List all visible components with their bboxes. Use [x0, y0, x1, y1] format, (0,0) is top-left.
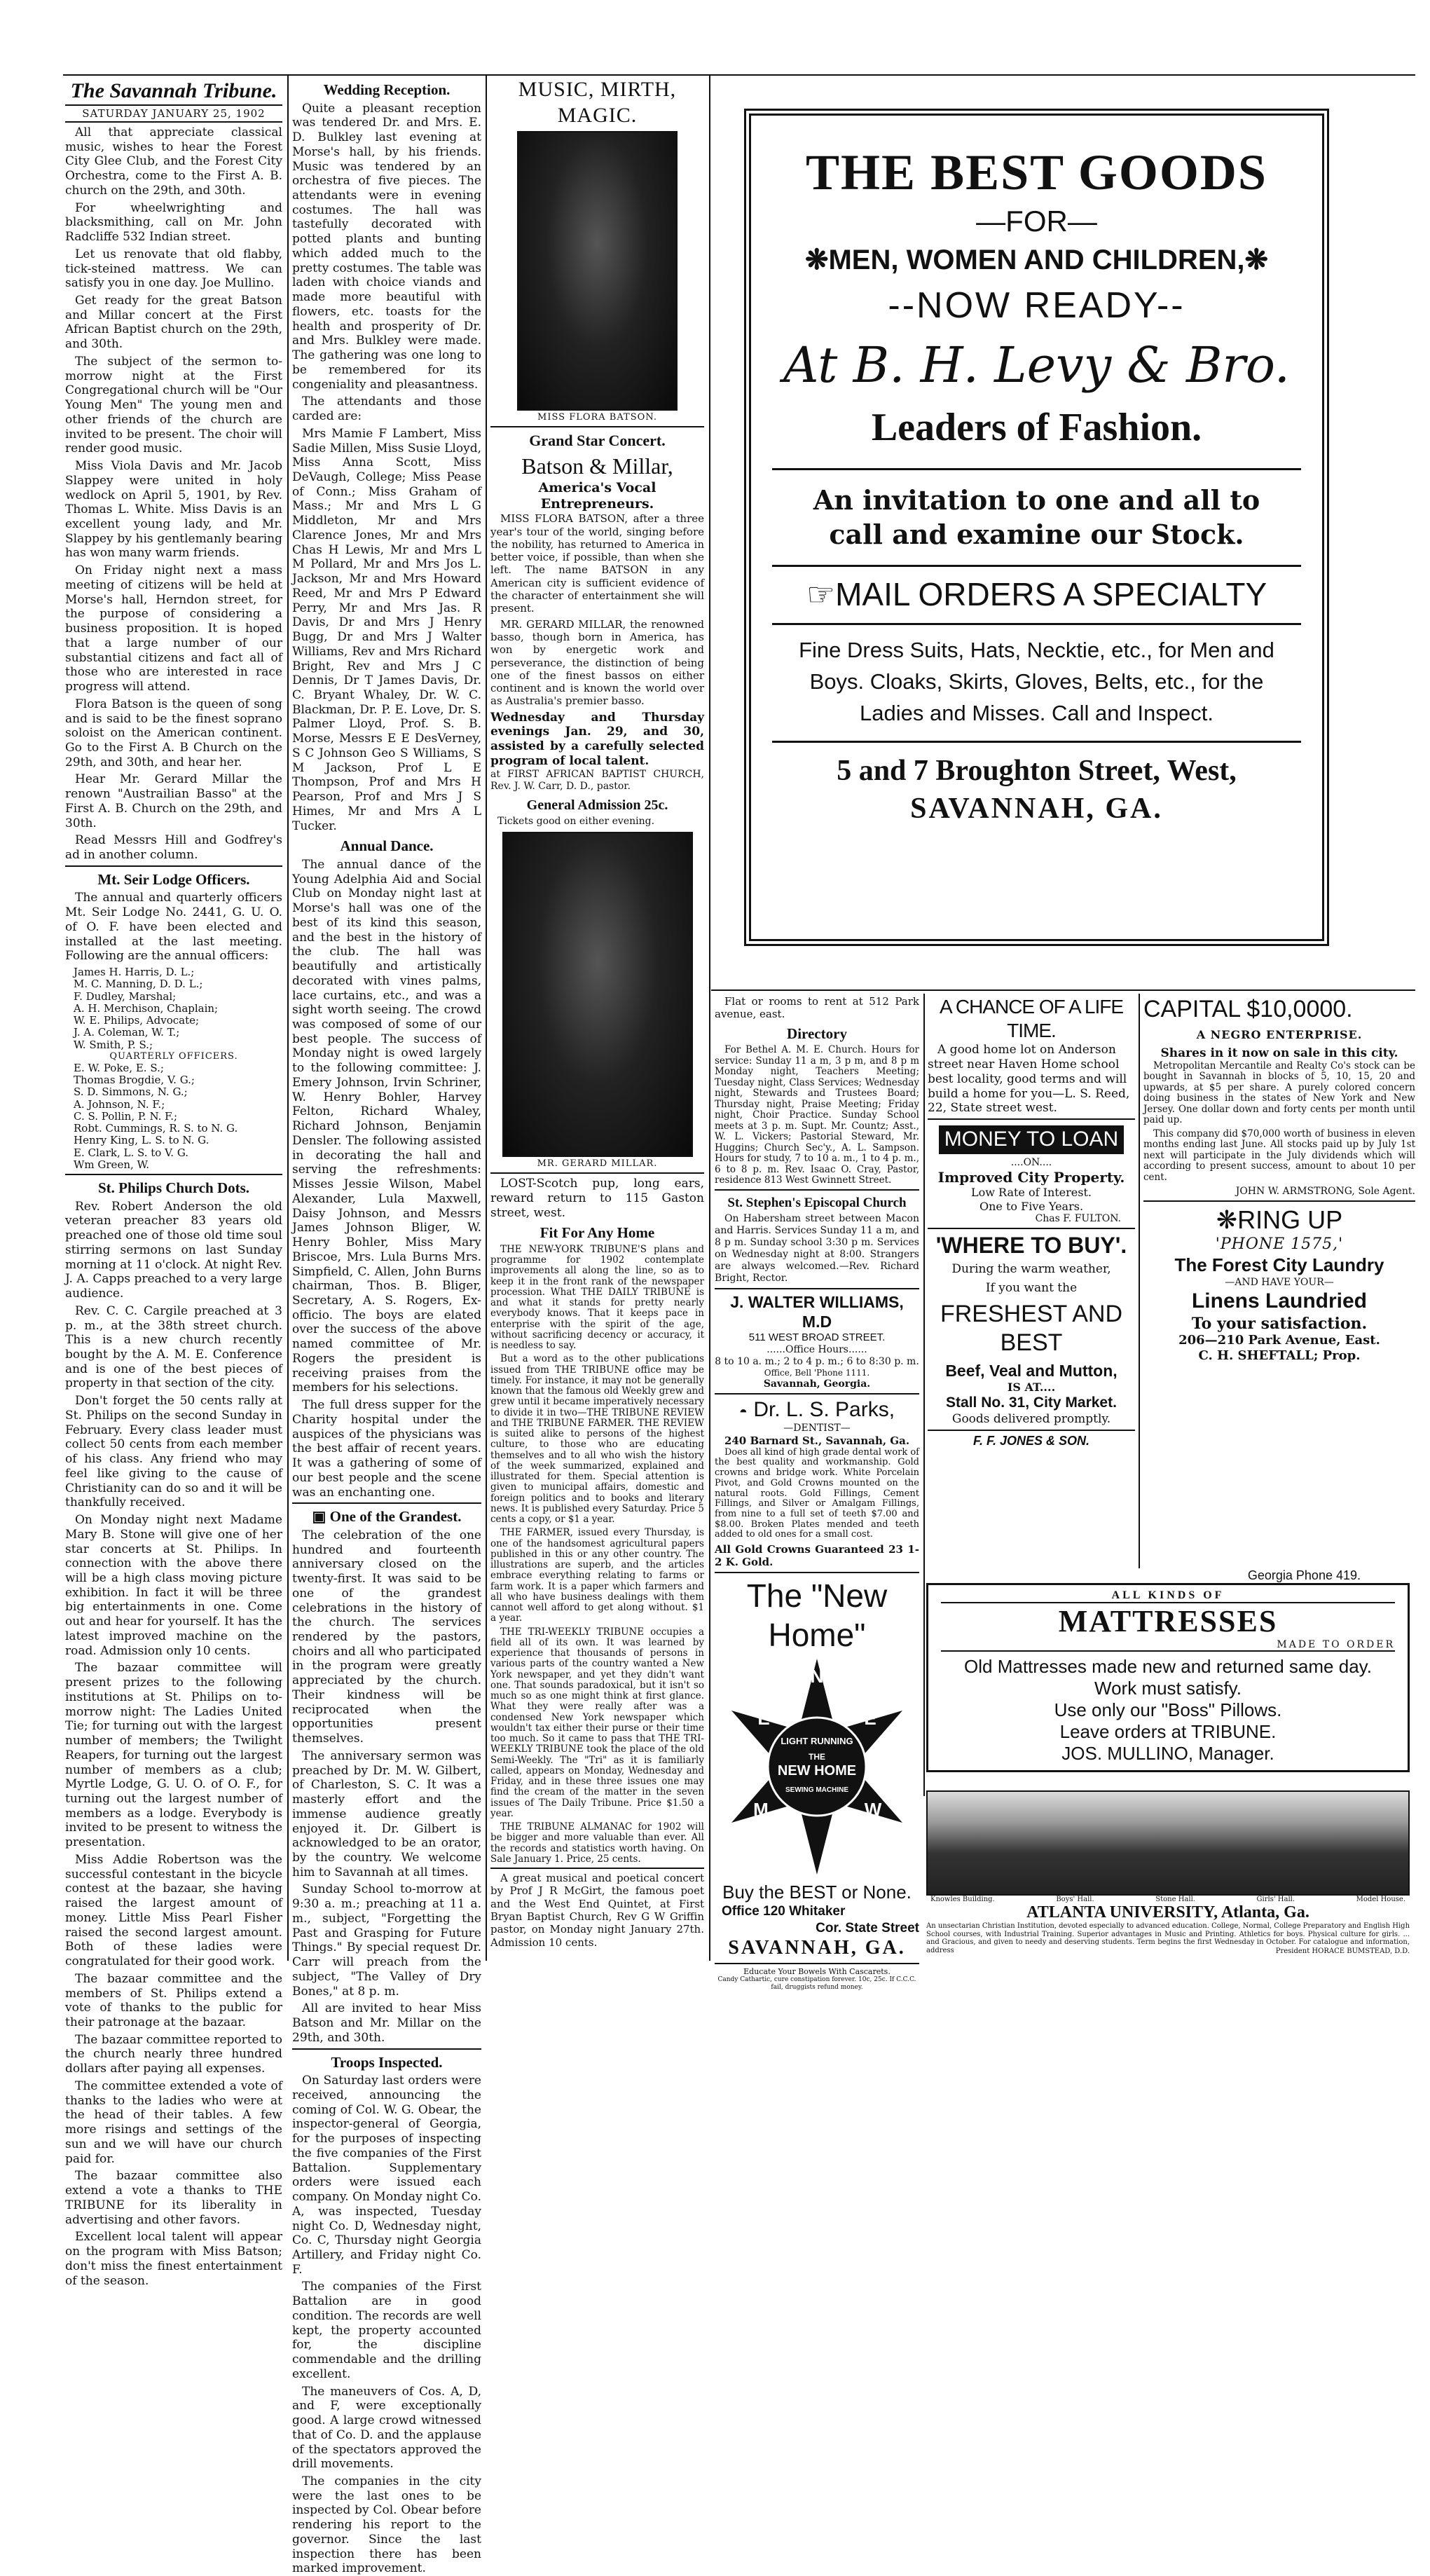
stall: Stall No. 31, City Market. [946, 1395, 1117, 1411]
troops-heading: Troops Inspected. [331, 2053, 443, 2071]
levy-audience: ❋MEN, WOMEN AND CHILDREN,❋ [804, 245, 1269, 275]
news-paragraph: The bazaar committee and the members of St. Philips extend a vote of thanks to the public for their patronage at the bazaar. [65, 1971, 282, 2030]
levy-address: 5 and 7 Broughton Street, West, [837, 754, 1237, 787]
freshest: FRESHEST AND BEST [940, 1300, 1123, 1357]
jones: F. F. JONES & SON. [972, 1433, 1090, 1448]
news-paragraph: All are invited to hear Miss Batson and Mr. Millar on the 29th, and 30th. [292, 2001, 481, 2045]
divider [772, 741, 1301, 743]
news-paragraph: For wheelwrighting and blacksmithing, call on Mr. John Radcliffe 532 Indian street. [65, 200, 282, 245]
column-2 [292, 77, 481, 2576]
grandest-heading: ▣ One of the Grandest. [312, 1508, 462, 1526]
officer-line: E. W. Poke, E. S.; [74, 1061, 164, 1074]
divider [715, 1572, 919, 1573]
is-at: IS AT.... [1007, 1380, 1056, 1394]
lost-notice: LOST-Scotch pup, long ears, reward return to 115 Gaston street, west. [490, 1177, 704, 1220]
masthead [65, 78, 282, 106]
atlanta-ad [926, 1790, 1410, 1959]
tickets: Tickets good on either evening. [497, 816, 655, 828]
money-years: One to Five Years. [979, 1199, 1084, 1213]
music-headline: MUSIC, MIRTH, MAGIC. [518, 78, 677, 127]
news-paragraph: Read Messrs Hill and Godfrey's ad in another column. [65, 833, 282, 863]
where-sub: During the warm weather, [951, 1262, 1111, 1277]
divider [490, 1172, 704, 1174]
officer-line: A. Johnson, N. F.; [74, 1097, 165, 1111]
mattress-phone: Georgia Phone 419. [1247, 1568, 1361, 1582]
tribune-article [490, 1245, 704, 1865]
grandest-article [292, 1528, 481, 2046]
flora-batson-photo [517, 131, 678, 411]
wedding-heading: Wedding Reception. [323, 81, 451, 98]
divider [292, 2048, 481, 2050]
levy-best-goods: THE BEST GOODS [806, 144, 1267, 200]
officer-line: Thomas Brogdie, V. G.; [74, 1074, 195, 1087]
news-paragraph: The bazaar committee will present prizes to the following institutions at St. Philips on to-morrow night: The Ladies United Tie; for turning out with the largest number of members; the Twilight Reapers, for turning out the largest number of members as a club; Myrtle Lodge, G. U. O. of O. F., for turning out the largest number of members as a lodge. Everybody is invited to be present to witness the presentation. [65, 1661, 282, 1850]
divider [65, 865, 282, 867]
mattress-line2: Use only our "Boss" Pillows. [1054, 1699, 1282, 1721]
mattress-kinds: ALL KINDS OF [941, 1589, 1395, 1603]
mattress-line4: JOS. MULLINO, Manager. [1061, 1743, 1274, 1765]
divider [928, 1430, 1135, 1431]
cascarets-line1: Educate Your Bowels With Cascarets. [743, 1966, 891, 1976]
checkbox-icon: ▣ [312, 1508, 330, 1526]
new-home-cor: Cor. State Street [816, 1920, 919, 1936]
levy-now-ready: --NOW READY-- [888, 285, 1185, 326]
ornament-icon: ❋ [804, 245, 829, 275]
news-paragraph: Rev. C. C. Cargile preached at 3 p. m., at the 38th street church. This is a new church recently bought by the A. M. E. Conference and is one of the best pieces of property in that section of the city. [65, 1303, 282, 1391]
news-paragraph: Get ready for the great Batson and Millar concert at the First African Baptist church on the 29th, and 30th. [65, 293, 282, 352]
news-paragraph: The maneuvers of Cos. A, D, and F, were exceptionally good. A large crowd witnessed that of Co. D. and the applause of the spectators approved the drill movements. [292, 2384, 481, 2472]
news-paragraph: The anniversary sermon was preached by Dr. M. W. Gilbert, of Charleston, S. C. It was a masterly effort and the immense audience greatly enjoyed it. Dr. Gilbert is acknowledged to be an orator, by the country. We welcome him to Savannah at all times. [292, 1748, 481, 1879]
building-label: Boys' Hall. [1056, 1896, 1094, 1903]
gerard-millar-photo [502, 832, 693, 1157]
mattress-ad [926, 1568, 1410, 1786]
mattress-order: MADE TO ORDER [941, 1639, 1395, 1652]
parks-body: Does all kind of high grade dental work of the best quality and workmanship. Gold crowns and bridge work. White Porcelain Pivot, and Gold Crowns mounted on the natural roots. Gold Fillings, Cement Fillings, and Silver or Amalgam Fillings, from nine to a full set of teeth $7.00 and $8.00. Broken Plates mended and teeth added to old ones for a small cost. [715, 1446, 919, 1540]
cascarets-line2: Candy Cathartic, cure constipation forever. 10c, 25c. If C.C.C. fail, druggists refund money. [717, 1976, 916, 1992]
atlanta-heading: ATLANTA UNIVERSITY, Atlanta, Ga. [1026, 1903, 1309, 1921]
column-1 [65, 78, 282, 2288]
lodge-heading: Mt. Seir Lodge Officers. [97, 870, 250, 888]
levy-mail-orders: ☞MAIL ORDERS A SPECIALTY [806, 575, 1267, 612]
building-label: Model House. [1356, 1896, 1405, 1903]
star-letter: O [785, 1839, 801, 1861]
news-paragraph: Hear Mr. Gerard Millar the renown "Austrailian Basso" at the First A. B. Church on the 29th, and 30th. [65, 772, 282, 830]
star-letter: H [834, 1839, 848, 1861]
right-middle-ads [928, 995, 1135, 1556]
logo-text: THE [809, 1751, 825, 1762]
divider [772, 623, 1301, 625]
column-rule [923, 994, 925, 1796]
news-paragraph: Sunday School to-morrow at 9:30 a. m.; preaching at 11 a. m., subject, "Forgetting the Past and Grasping for Future Things." By special request Dr. Carr will preach from the subject, "The Valley of Dry Bones," at 8 p. m. [292, 1882, 481, 1999]
section-rule [711, 989, 1415, 991]
tooth-icon: ◓ [738, 1404, 748, 1420]
quarterly-heading: QUARTERLY OFFICERS. [109, 1050, 238, 1062]
news-paragraph: All that appreciate classical music, wishes to hear the Forest City Glee Club, and the Forest City Orchestra, come to the First A. B. church on the 29th, and 30th. [65, 125, 282, 198]
ornament-icon: ❋ [1216, 1205, 1238, 1235]
officer-line: James H. Harris, D. L.; [74, 966, 195, 979]
news-paragraph: Flora Batson is the queen of song and is said to be the finest soprano soloist on the American continent. Go to the First A. B Church on the 29th, and 30th, and hear her. [65, 697, 282, 769]
news-paragraph: THE NEW-YORK TRIBUNE'S plans and programme for 1902 contemplate improvements all along the line, so as to keep it in the front rank of the newspaper procession. What THE DAILY TRIBUNE is and what it stands for pretty nearly everybody knows. That it keeps pace in enterprise with the spirit of the age, without sacrificing decency or accuracy, it is needless to say. [490, 1243, 704, 1352]
parks-name: ◓ Dr. L. S. Parks, [738, 1397, 895, 1421]
news-paragraph: THE TRI-WEEKLY TRIBUNE occupies a field all of its own. It was learned by experience that thousands of persons in various parts of the country wanted a New York newspaper, and yet they didn't want one. That sounds paradoxical, but it isn't so much so as one might think at first glance. What they were really after was a condensed New York newspaper which wouldn't tax either their purse or their time too much. So it came to pass that THE TRI-WEEKLY TRIBUNE took the place of the old Semi-Weekly. The "Tri" as it is familiarly called, appears on Monday, Wednesday and Friday, and in these three issues one may find the cream of the matter in the seven issues of The Daily Tribune. Price $1.50 a year. [490, 1626, 704, 1819]
williams-phone: Office, Bell 'Phone 1111. [764, 1368, 870, 1378]
news-paragraph: Don't forget the 50 cents rally at St. Philips on the second Sunday in February. Every class leader must collect 50 cents from each member of his class. Any friend who may feel like giving to the cause of Christianity can do so and it will be thankfully received. [65, 1394, 282, 1510]
capital-body: Metropolitan Mercantile and Realty Co's stock can be bought in Savannah in blocks of 5, 10, 15, 20 and upwards, at $5 per share. A purely colored concern doing business in the states of New York and New Jersey. One dollar down and forty cents per month until paid up. [1143, 1060, 1415, 1126]
news-paragraph: Miss Viola Davis and Mr. Jacob Slappey were united in holy wedlock on April 5, 1901, by Rev. Thomas L. White. Miss Davis is an excellent young lady, and Mr. Slappey by his gentlemanly bearing has won many warm friends. [65, 459, 282, 561]
column-rule [1139, 994, 1140, 1568]
star-letter: N [810, 1665, 824, 1687]
building-label: Knowles Building. [930, 1896, 995, 1903]
wedding-article [292, 102, 481, 834]
photo-caption: MISS FLORA BATSON. [537, 412, 657, 423]
news-paragraph: On Monday night next Madame Mary B. Stone will give one of her star concerts at St. Philips. In connection with the above there will be a high class moving picture exhibition. In fact it will be three big entertainments in one. Come out and hear for yourself. It has the latest improved machine on the road. Admission only 10 cents. [65, 1513, 282, 1658]
new-home-best: Buy the BEST or None. [722, 1881, 912, 1903]
musical-notice: A great musical and poetical concert by Prof J R McGirt, the famous poet and the West End Quintet, at First Bryan Baptist Church, Rev G W Griffin pastor, on Monday night January 27th. Admission 10 cents. [490, 1872, 704, 1949]
local-news [65, 125, 282, 863]
far-right-ads [1143, 995, 1415, 1563]
parks-ad [715, 1397, 919, 1448]
masthead-title: The Savannah Tribune. [70, 79, 277, 102]
where-if: If you want the [985, 1280, 1078, 1295]
new-home-city: SAVANNAH, GA. [728, 1936, 906, 1959]
new-home-heading: The "New Home" [746, 1577, 888, 1653]
levy-ad [744, 109, 1329, 946]
news-paragraph: The bazaar committee also extend a vote a thanks to THE TRIBUNE for its liberality in advertising and other favors. [65, 2169, 282, 2227]
officer-line: S. D. Simmons, N. G.; [74, 1085, 188, 1099]
mattress-heading: MATTRESSES [1058, 1604, 1278, 1638]
star-letter: E [757, 1707, 770, 1729]
officer-list [65, 966, 282, 1051]
news-paragraph: MISS FLORA BATSON, after a three year's tour of the world, singing before the nobility, has returned to America in better voice, if possible, than when she left. The name BATSON in any American city is sufficient evidence of the character of entertainment she will present. [490, 512, 704, 615]
news-paragraph: The subject of the sermon to-morrow night at the First Congregational church will be "Our Young Men" The young men and other friends of the church are invited to be present. The choir will render good music. [65, 354, 282, 456]
concert-article [490, 512, 704, 707]
divider [1143, 1200, 1415, 1202]
news-paragraph: On Friday night next a mass meeting of citizens will be held at Morse's hall, Herndon street, for the purpose of considering a business proposition. It is hoped that a large number of our substantial citizens and fact all of those who are interested in race progress will attend. [65, 563, 282, 694]
beef: Beef, Veal and Mutton, [945, 1361, 1118, 1380]
fit-heading: Fit For Any Home [539, 1224, 655, 1242]
levy-city: SAVANNAH, GA. [910, 792, 1163, 825]
mattress-line1: Old Mattresses made new and returned same day. Work must satisfy. [964, 1656, 1372, 1699]
laundry-name: The Forest City Laundry [1174, 1254, 1384, 1276]
news-paragraph: The companies of the First Battalion are in good condition. The records are well kept, the property accounted for, the discipline commendable and the drilling excellent. [292, 2280, 481, 2381]
divider [928, 1228, 1135, 1229]
capital-body-2: This company did $70,000 worth of business in eleven months ending last June. All stocks paid up by July 1st next will participate in the July dividends which will according to present success, amount to about 10 per cent. [1143, 1128, 1415, 1183]
flat-notice: Flat or rooms to rent at 512 Park avenue, east. [715, 995, 919, 1021]
news-paragraph: The committee extended a vote of thanks to the ladies who were at the head of their tables. A few more risings and settings of the sun and we will have our church paid for. [65, 2078, 282, 2166]
troops-article [292, 2074, 481, 2576]
masthead-date: SATURDAY JANUARY 25, 1902 [65, 106, 282, 123]
parks-sub: —DENTIST— [783, 1423, 851, 1434]
concert-sub: America's Vocal Entrepreneurs. [538, 479, 656, 512]
dance-heading: Annual Dance. [340, 837, 434, 855]
officer-line: Henry King, L. S. to N. G. [74, 1134, 209, 1147]
photo-caption: MR. GERARD MILLAR. [537, 1158, 658, 1170]
capital-enterprise: A NEGRO ENTERPRISE. [1196, 1028, 1363, 1042]
divider [715, 1288, 919, 1289]
news-paragraph: Let us renovate that old flabby, tick-steined mattress. We can satisfy you in one day. Joe Mullino. [65, 247, 282, 291]
divider [715, 1189, 919, 1191]
officer-line: C. S. Pollin, P. N. F.; [74, 1109, 178, 1123]
news-paragraph: The celebration of the one hundred and fourteenth anniversary closed on the twenty-first. It was said to be one of the grandest celebrations in the history of the church. The services rendered by the pastors, choirs and all who participated in the program were greatly appreciated by the church. Their kindness will be reciprocated when the opportunities present themselves. [292, 1528, 481, 1746]
divider [715, 1393, 919, 1395]
chance-body: A good home lot on Anderson street near Haven Home school best locality, good terms and will build a home for you—L. S. Reed, 22, State street west. [928, 1043, 1130, 1116]
logo-text: NEW HOME [777, 1762, 857, 1779]
quarterly-list [65, 1062, 282, 1171]
st-stephens-heading: St. Stephen's Episcopal Church [727, 1195, 907, 1210]
laundry-prop: C. H. SHEFTALL; Prop. [1198, 1348, 1361, 1364]
capital-shares: Shares in it now on sale in this city. [1160, 1046, 1398, 1060]
campus-engraving [926, 1790, 1410, 1896]
laundry-linens: Linens Laundried [1191, 1289, 1368, 1313]
directory-heading: Directory [787, 1025, 847, 1042]
parks-gold: All Gold Crowns Guaranteed 23 1-2 K. Gold. [715, 1542, 919, 1569]
money-property: Improved City Property. [937, 1168, 1125, 1186]
officer-line: Wm Green, W. [74, 1158, 150, 1171]
laundry-have: —AND HAVE YOUR— [1225, 1276, 1334, 1288]
williams-hours-head: ......Office Hours...... [766, 1343, 867, 1355]
column-3 [490, 77, 704, 1957]
philips-news [65, 1200, 282, 2289]
williams-name: J. WALTER WILLIAMS, M.D [730, 1292, 904, 1331]
divider [65, 1174, 282, 1175]
laundry-phone: 'PHONE 1575,' [1215, 1235, 1344, 1254]
divider [772, 565, 1301, 567]
money-name: Chas F. FULTON. [1035, 1213, 1121, 1225]
news-paragraph: THE FARMER, issued every Thursday, is one of the handsomest agricultural papers published in this or any other country. The illustrations are superb, and the articles embrace everything relating to farms or farm work. It is a paper which farmers and all who have business dealings with them cannot well afford to get along without. $1 a year. [490, 1527, 704, 1624]
dance-article [292, 858, 481, 1500]
officer-line: W. E. Philips, Advocate; [74, 1014, 200, 1027]
divider [490, 1868, 704, 1869]
goods-delivered: Goods delivered promptly. [951, 1411, 1111, 1426]
divider [928, 1118, 1135, 1120]
admission: General Admission 25c. [526, 797, 668, 813]
building-label: Girls' Hall. [1256, 1896, 1295, 1903]
parks-address: 240 Barnard St., Savannah, Ga. [724, 1434, 910, 1448]
news-paragraph: The bazaar committee reported to the church nearly three hundred dollars after paying all expenses. [65, 2032, 282, 2076]
divider [715, 1963, 919, 1964]
building-label: Stone Hall. [1155, 1896, 1195, 1903]
news-paragraph: But a word as to the other publications issued from THE TRIBUNE office may be timely. For instance, it may not be generally known that the famous old Weekly grew and grew until it became imperatively necessary to divide it in two—THE TRIBUNE REVIEW and THE TRIBUNE FARMER. THE REVIEW is suited alike to persons of the highest culture, to those who are educating themselves and to all who wish the history of the week summarized, explained and illustrated for them. Special attention is given to municipal affairs, domestic and foreign politics and to books and literary news. It is published every Saturday. Price 5 cents a copy, or $1 a year. [490, 1353, 704, 1526]
levy-for: —FOR— [976, 205, 1097, 238]
news-paragraph: Quite a pleasant reception was tendered Dr. and Mrs. E. D. Bulkley last evening at Morse's hall, by his friends. Music was tendered by an orchestra of five pieces. The attendants were in evening costumes. The hall was tastefully decorated with potted plants and bunting which added much to the pretty costumes. The table was laden with choice viands and made more beautiful with flowers, etc. toasts for the health and prosperity of Dr. and Mrs. Bulkley were made. The gathering was one long to be remembered for its congeniality and pleasantness. [292, 101, 481, 392]
news-paragraph: The annual dance of the Young Adelphia Aid and Social Club on Monday night last at Morse's hall was one of the best of its kind this season, and the best in the history of the club. The hall was beautifully and artistically decorated with vines palms, lace curtains, etc., and was a sight worth seeing. The crowd was composed of some of our best people. The success of Monday night is owed largely to the following committee: J. Emery Johnson, Irvin Schriner, W. Henry Bohler, Harvey Felton, Richard Whaley, Richard Johnson, Benjamin Densler. The following assisted in decorating the hall and serving the refreshments: Misses Jessie Wilson, Mabel Alexander, Lula Maxwell, Daisy Johnson, and Messrs James Johnson Bliger, W. Henry Bohler, Miss Mary Briscoe, Mrs. Lula Burns Mrs. Simpfield, C. Allen, John Burns chairman, Thos. B. Bliger, Secretary, A. S. Rogers, Ex-officio. The boys are elated over the success of the above named committee of Mr. Rogers the president is receiving praises from the members for his selections. [292, 857, 481, 1395]
column-rule [287, 76, 289, 1961]
officer-line: M. C. Manning, D. D. L.; [74, 978, 203, 991]
officer-line: A. H. Merchison, Chaplain; [74, 1001, 219, 1015]
concert-heading: Grand Star Concert. [529, 432, 666, 450]
mattress-line3: Leave orders at TRIBUNE. [1059, 1721, 1277, 1743]
ornament-icon: ❋ [1244, 245, 1269, 275]
where-to-buy: 'WHERE TO BUY'. [935, 1233, 1127, 1259]
logo-text: SEWING MACHINE [785, 1786, 848, 1794]
news-paragraph: The companies in the city were the last ones to be inspected by Col. Obear before rendering his report to the governor. Since the last inspection there has been marked improvement. [292, 2474, 481, 2576]
williams-ad [715, 1292, 919, 1390]
laundry-address: 206—210 Park Avenue, East. [1178, 1333, 1380, 1348]
concert-venue: at FIRST AFRICAN BAPTIST CHURCH, Rev. J. W. Carr, D. D., pastor. [490, 768, 704, 792]
officer-line: Robt. Cummings, R. S. to N. G. [74, 1122, 238, 1135]
directory-body: For Bethel A. M. E. Church. Hours for service: Sunday 11 a m, 3 p m, and 8 p m Monday night, Teachers Meeting; Tuesday night, Class Services; Wednesday night, Stewards and Trustees Board; Thursday night, Praise Meeting; Friday night, Choir Practice. Sunday School meets at 3 p. m. Supt. Mr. Countz; Asst., W. L. Vickers; Pastorial Steward, Mr. Huggins; Church Sec'y., A. L. Sampson. Hours for study, 7 to 10 a. m., 1 to 4 p. m., 6 to 8 p. m. Rev. Isaac O. Cray, Pastor, residence 813 West Gwinnett Street. [715, 1044, 919, 1186]
laundry-satisfaction: To your satisfaction. [1191, 1314, 1368, 1333]
new-home-office: Office 120 Whitaker [722, 1904, 846, 1919]
middle-ads [715, 995, 919, 1992]
philips-heading: St. Philips Church Dots. [97, 1179, 250, 1197]
news-paragraph: Excellent local talent will appear on the program with Miss Batson; don't miss the finest entertainment of the season. [65, 2230, 282, 2288]
levy-name: At B. H. Levy & Bro. [783, 336, 1291, 394]
officer-line: E. Clark, L. S. to V. G. [74, 1146, 189, 1159]
levy-fashion: Leaders of Fashion. [871, 406, 1202, 449]
column-rule [486, 76, 487, 1961]
news-paragraph: The attendants and those carded are: [292, 395, 481, 424]
st-stephens-body: On Habersham street between Macon and Harris. Services Sunday 11 a m, and 8 p m. Sunday school 3:30 p m. Services on Wednesday night at 8:00. Strangers are always welcomed.—Rev. Richard Bright, Rector. [715, 1213, 919, 1284]
ring-up: ❋RING UP [1216, 1205, 1343, 1235]
news-paragraph: The full dress supper for the Charity hospital under the auspices of the physicians was the best affair of recent years. It was a gathering of some of our best people and the scene was an enchanting one. [292, 1398, 481, 1500]
money-on: ....ON.... [1010, 1156, 1052, 1168]
atlanta-body: An unsectarian Christian Institution, devoted especially to advanced education. College, Normal, College Preparatory and English High School courses, with Industrial Training. Superior advantages in Music and Printing. Athletics for boys. Physical culture for girls. ... and Gracious, and given to needy and deserving students. Term begins the first Wednesday in October. For catalogue and information, address [926, 1922, 1410, 1954]
page-top-rule [63, 74, 1415, 76]
divider [490, 426, 704, 427]
officer-line: F. Dudley, Marshal; [74, 989, 177, 1003]
money-rate: Low Rate of Interest. [971, 1186, 1092, 1200]
levy-merch: Fine Dress Suits, Hats, Necktie, etc., for Men and Boys. Cloaks, Skirts, Gloves, Belts, etc., for the Ladies and Misses. Call and Inspect. [799, 637, 1274, 725]
building-labels [926, 1896, 1410, 1903]
star-letter: M [753, 1798, 769, 1820]
capital-sign: JOHN W. ARMSTRONG, Sole Agent. [1235, 1186, 1415, 1198]
money-to-loan: MONEY TO LOAN [939, 1125, 1124, 1154]
star-letter: W [864, 1798, 882, 1820]
news-paragraph: Rev. Robert Anderson the old veteran preacher 83 years old preached one of those old time soul stirring sermons on last Sunday morning at 11 o'clock. At night Rev. J. A. Capps preached to a very large audience. [65, 1199, 282, 1301]
williams-address: 511 WEST BROAD STREET. [748, 1331, 886, 1343]
williams-city: Savannah, Georgia. [763, 1378, 871, 1390]
chance-heading: A CHANCE OF A LIFE TIME. [939, 996, 1124, 1042]
news-paragraph: Mrs Mamie F Lambert, Miss Sadie Millen, Miss Susie Lloyd, Miss Anna Scott, Miss DeVaugh, College; Miss Pease of Conn.; Miss Graham of Mass.; Mr and Mrs L G Middleton, Mr and Mrs Clarence Jones, Mr and Mrs Chas H Lewis, Mr and Mrs L M Pollard, Mr and Mrs Jos L. Jackson, Mr and Mrs Howard Reed, Mr and Mrs P Edward Perry, Mr and Mrs Jas. R Davis, Dr and Mrs J Henry Bugg, Dr and Mrs J Walter Williams, Rev and Mrs Richard Bright, Rev and Mrs J C Dennis, Dr T James Davis, Dr. C. Bryant Whaley, Dr. W. C. Blackman, Dr. P. E. Love, Dr. S. Palmer Lloyd, Prof. S. B. Morse, Messrs E E DesVerney, S C Johnson Geo S Williams, S M Jackson, Prof L E Thompson, Prof and Mrs H Pearson, Prof and Mrs J S Himes, Mr and Mrs A L Tucker. [292, 426, 481, 833]
officer-line: W. Smith, P. S.; [74, 1038, 153, 1051]
lodge-intro: The annual and quarterly officers Mt. Seir Lodge No. 2441, G. U. O. of O. F. have been elected and installed at the last meeting. Following are the annual officers: [65, 891, 282, 964]
concert-dates: Wednesday and Thursday evenings Jan. 29, and 30, assisted by a carefully selected program of local talent. [490, 710, 704, 768]
new-home-star-logo [715, 1654, 919, 1879]
star-letter: E [864, 1707, 876, 1729]
atlanta-president: President HORACE BUMSTEAD, D.D. [1275, 1947, 1410, 1955]
column-rule [709, 76, 710, 1961]
divider [772, 468, 1301, 470]
logo-text: LIGHT RUNNING [781, 1735, 853, 1746]
news-paragraph: MR. GERARD MILLAR, the renowned basso, though born in America, has won by energetic work and perseverance, the distinction of being one of the finest bassos on either continent and is known the world over as Australia's premier basso. [490, 617, 704, 708]
williams-hours: 8 to 10 a. m.; 2 to 4 p. m.; 6 to 8:30 p. m. [715, 1356, 919, 1368]
news-paragraph: On Saturday last orders were received, announcing the coming of Col. W. G. Obear, the inspector-general of Georgia, for the purposes of inspecting the five companies of the First Battalion. Supplementary orders were issued each company. On Monday night Co. A, was inspected, Tuesday night Co. D, Wednesday night, Co. C, Thursday night Georgia Artillery, and Friday night Co. F. [292, 2074, 481, 2277]
divider [292, 1502, 481, 1504]
news-paragraph: THE TRIBUNE ALMANAC for 1902 will be bigger and more valuable than ever. All the records and statistics worth having. On Sale January 1. Price, 25 cents. [490, 1821, 704, 1865]
pointing-hand-icon: ☞ [806, 575, 836, 612]
news-paragraph: Miss Addie Robertson was the successful contestant in the bicycle contest at the bazaar, she having raised the largest amount of money. Little Miss Pearl Fisher raised the second largest amount. Both of these ladies were congratulated for their good work. [65, 1852, 282, 1969]
capital-heading: CAPITAL $10,0000. [1143, 996, 1353, 1022]
concert-names: Batson & Millar, [521, 453, 673, 479]
laundry-ad [1143, 1205, 1415, 1364]
mattress-box [926, 1583, 1410, 1772]
officer-line: J. A. Coleman, W. T.; [74, 1026, 180, 1039]
levy-invitation: An invitation to one and all to call and examine our Stock. [813, 484, 1260, 551]
